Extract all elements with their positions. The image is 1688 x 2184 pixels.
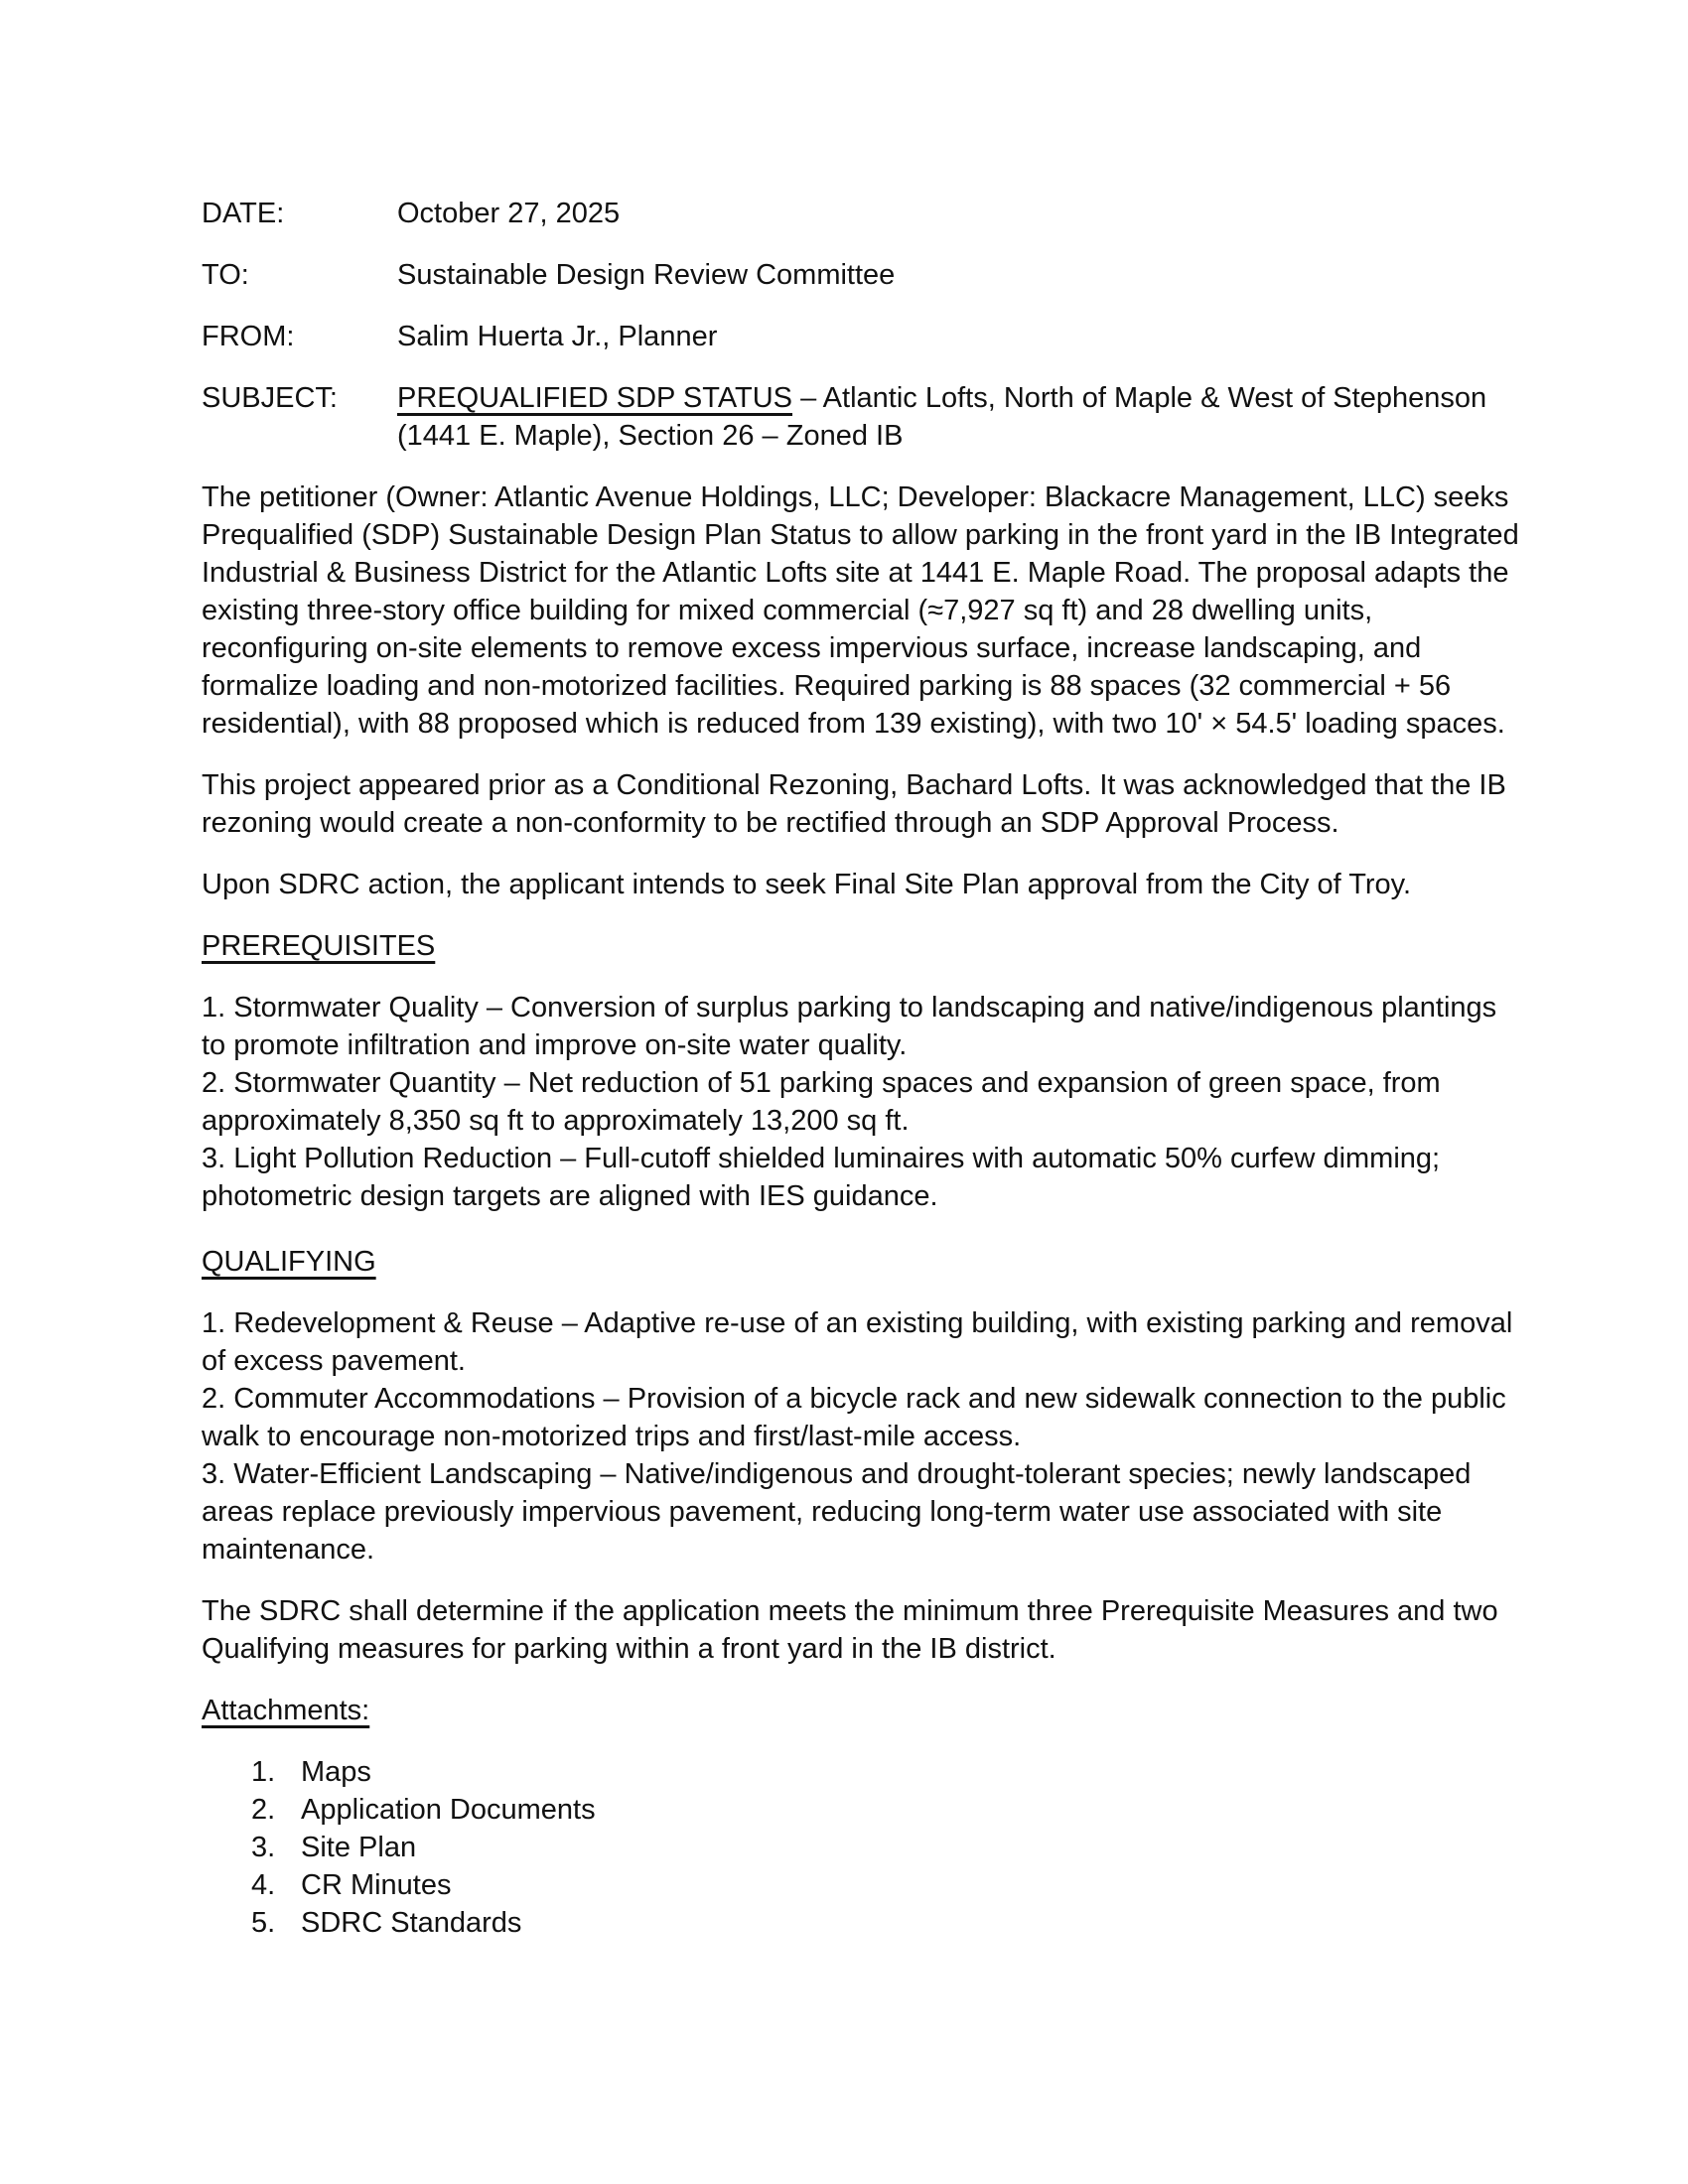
header-row-date bbox=[202, 195, 1522, 232]
attachment-item-sdrc-standards bbox=[202, 1904, 1522, 1942]
header-row-from bbox=[202, 318, 1522, 355]
attachment-number: 1. bbox=[251, 1756, 276, 1788]
attachment-item-application-documents bbox=[202, 1791, 1522, 1829]
date-value: October 27, 2025 bbox=[397, 198, 621, 229]
attachment-label: CR Minutes bbox=[301, 1869, 452, 1901]
paragraph-next-step: Upon SDRC action, the applicant intends to seek Final Site Plan approval from the City of Troy. bbox=[202, 869, 1412, 900]
to-label: TO: bbox=[202, 259, 249, 291]
qualifying-heading-text: QUALIFYING bbox=[202, 1246, 376, 1278]
qualifying-heading bbox=[202, 1243, 1522, 1281]
attachment-number: 2. bbox=[251, 1794, 276, 1826]
prerequisite-item-3: 3. Light Pollution Reduction – Full-cutoff shielded luminaires with automatic 50% curfew dimming; photometric design targets are aligned with IES guidance. bbox=[202, 1143, 1441, 1212]
attachment-label: Application Documents bbox=[301, 1794, 596, 1826]
qualifying-item-1: 1. Redevelopment & Reuse – Adaptive re-use of an existing building, with existing parking and removal of excess pavement. bbox=[202, 1307, 1513, 1377]
attachments-heading bbox=[202, 1692, 1522, 1729]
paragraph-determination: The SDRC shall determine if the application meets the minimum three Prerequisite Measures and two Qualifying measures for parking within a front yard in the IB district. bbox=[202, 1595, 1498, 1665]
attachment-number: 3. bbox=[251, 1832, 276, 1863]
paragraph-petitioner: The petitioner (Owner: Atlantic Avenue Holdings, LLC; Developer: Blackacre Management, LLC) seeks Prequalified (SDP) Sustainable Design Plan Status to allow parking in the front yard in the IB Integrated Industrial & Business District for the Atlantic Lofts site at 1441 E. Maple Road. The proposal adapts the existing three-story office building for mixed commercial (≈7,927 sq ft) and 28 dwelling units, reconfiguring on-site elements to remove excess impervious surface, increase landscaping, and formalize loading and non-motorized facilities. Required parking is 88 spaces (32 commercial + 56 residential), with 88 proposed which is reduced from 139 existing), with two 10' × 54.5' loading spaces. bbox=[202, 481, 1519, 740]
qualifying-list bbox=[202, 1304, 1522, 1569]
attachment-label: Maps bbox=[301, 1756, 371, 1788]
header-row-subject bbox=[202, 379, 1522, 455]
subject-label: SUBJECT: bbox=[202, 382, 338, 414]
qualifying-item-3: 3. Water-Efficient Landscaping – Native/indigenous and drought-tolerant species; newly landscaped areas replace previously impervious pavement, reducing long-term water use associated with site maintenance. bbox=[202, 1458, 1472, 1566]
prerequisite-item-2: 2. Stormwater Quantity – Net reduction of 51 parking spaces and expansion of green space, from approximately 8,350 sq ft to approximately 13,200 sq ft. bbox=[202, 1067, 1441, 1137]
attachment-number: 4. bbox=[251, 1869, 276, 1901]
from-value: Salim Huerta Jr., Planner bbox=[397, 321, 718, 352]
prerequisite-item-1: 1. Stormwater Quality – Conversion of surplus parking to landscaping and native/indigenous plantings to promote infiltration and improve on-site water quality. bbox=[202, 992, 1497, 1061]
attachment-item-maps bbox=[202, 1753, 1522, 1791]
attachment-label: Site Plan bbox=[301, 1832, 417, 1863]
attachments-list bbox=[202, 1753, 1522, 1942]
subject-title-rest: – Atlantic Lofts, North of Maple & West of Stephenson (1441 E. Maple), Section 26 – Zoned IB bbox=[397, 382, 1487, 452]
attachment-label: SDRC Standards bbox=[301, 1907, 522, 1939]
date-label: DATE: bbox=[202, 198, 285, 229]
attachment-item-cr-minutes bbox=[202, 1866, 1522, 1904]
from-label: FROM: bbox=[202, 321, 295, 352]
memo-header bbox=[202, 195, 1522, 455]
header-row-to bbox=[202, 256, 1522, 294]
prerequisites-heading-text: PREREQUISITES bbox=[202, 930, 436, 962]
attachment-item-site-plan bbox=[202, 1829, 1522, 1866]
subject-value bbox=[397, 379, 1522, 455]
attachments-heading-text: Attachments: bbox=[202, 1695, 370, 1726]
paragraph-project-history: This project appeared prior as a Conditional Rezoning, Bachard Lofts. It was acknowledged that the IB rezoning would create a non-conformity to be rectified through an SDP Approval Process. bbox=[202, 769, 1506, 839]
subject-title-underlined: PREQUALIFIED SDP STATUS bbox=[397, 382, 793, 414]
prerequisites-heading bbox=[202, 927, 1522, 965]
attachment-number: 5. bbox=[251, 1907, 276, 1939]
qualifying-item-2: 2. Commuter Accommodations – Provision of a bicycle rack and new sidewalk connection to the public walk to encourage non-motorized trips and first/last-mile access. bbox=[202, 1383, 1506, 1452]
prerequisites-list bbox=[202, 989, 1522, 1215]
to-value: Sustainable Design Review Committee bbox=[397, 259, 896, 291]
